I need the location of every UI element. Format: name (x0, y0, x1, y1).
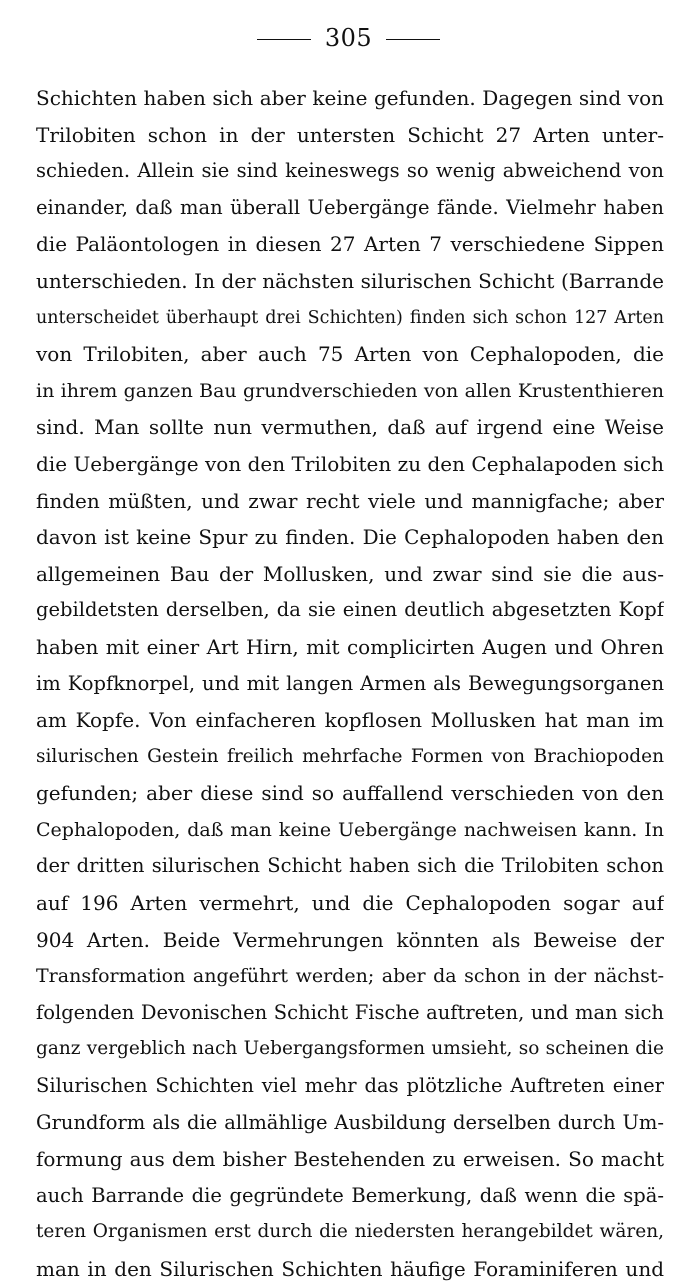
text-line: Grundform als die allmählige Ausbildung derselben durch Um- (36, 1110, 664, 1134)
text-line: die Uebergänge von den Trilobiten zu den Cephalapoden sich (36, 451, 664, 476)
text-line: einander, daß man überall Uebergänge fände. Vielmehr haben (36, 195, 664, 219)
header-rule-left (257, 39, 311, 40)
text-line: unterscheidet überhaupt drei Schichten) finden sich schon 127 Arten (36, 307, 664, 328)
text-line: im Kopfknorpel, und mit langen Armen als Bewegungsorganen (36, 671, 664, 695)
text-line: unterschieden. In der nächsten silurischen Schicht (Barrande (36, 268, 664, 293)
text-line: folgenden Devonischen Schicht Fische auftreten, und man sich (36, 1000, 664, 1024)
page-number: 305 (324, 24, 373, 52)
text-line: schieden. Allein sie sind keineswegs so wenig abweichend von (36, 159, 664, 183)
text-line: man in den Silurischen Schichten häufige Foraminiferen und (36, 1257, 664, 1281)
body-text (36, 80, 664, 1288)
text-line: davon ist keine Spur zu finden. Die Cephalopoden haben den (36, 525, 664, 550)
text-line: in ihrem ganzen Bau grundverschieden von allen Krustenthieren (36, 379, 664, 402)
text-line: haben mit einer Art Hirn, mit complicirten Augen und Ohren (36, 634, 664, 659)
text-line: teren Organismen erst durch die niedersten herangebildet wären, (36, 1221, 664, 1243)
text-line: von Trilobiten, aber auch 75 Arten von Cephalopoden, die (36, 342, 664, 367)
text-line: silurischen Gestein freilich mehrfache Formen von Brachiopoden (36, 745, 664, 767)
text-line: auf 196 Arten vermehrt, und die Cephalopoden sogar auf (36, 891, 664, 916)
text-line: gefunden; aber diese sind so auffallend verschieden von den (36, 781, 664, 806)
text-line: ganz vergeblich nach Uebergangsformen umsieht, so scheinen die (36, 1038, 664, 1060)
text-line: Silurischen Schichten viel mehr das plötzliche Auftreten einer (36, 1074, 664, 1098)
text-line: finden müßten, und zwar recht viele und mannigfache; aber (36, 488, 664, 513)
text-line: Cephalopoden, daß man keine Uebergänge nachweisen kann. In (36, 818, 664, 841)
text-line: die Paläontologen in diesen 27 Arten 7 verschiedene Sippen (36, 232, 664, 257)
text-line: auch Barrande die gegründete Bemerkung, daß wenn die spä- (36, 1183, 664, 1207)
page-header (0, 22, 697, 54)
text-line: sind. Man sollte nun vermuthen, daß auf irgend eine Weise (36, 415, 664, 440)
text-line: Trilobiten schon in der untersten Schicht 27 Arten unter- (36, 122, 664, 147)
text-line: am Kopfe. Von einfacheren kopflosen Mollusken hat man im (36, 708, 664, 733)
text-line: gebildetsten derselben, da sie einen deutlich abgesetzten Kopf (36, 598, 664, 622)
text-line: der dritten silurischen Schicht haben sich die Trilobiten schon (36, 854, 664, 878)
header-rule-right (386, 39, 440, 40)
text-line: allgemeinen Bau der Mollusken, und zwar sind sie die aus- (36, 561, 664, 586)
text-line: formung aus dem bisher Bestehenden zu erweisen. So macht (36, 1147, 664, 1172)
text-line: Transformation angeführt werden; aber da schon in der nächst- (36, 965, 664, 988)
text-line: 904 Arten. Beide Vermehrungen könnten als Beweise der (36, 927, 664, 952)
text-line: Schichten haben sich aber keine gefunden. Dagegen sind von (36, 86, 664, 110)
